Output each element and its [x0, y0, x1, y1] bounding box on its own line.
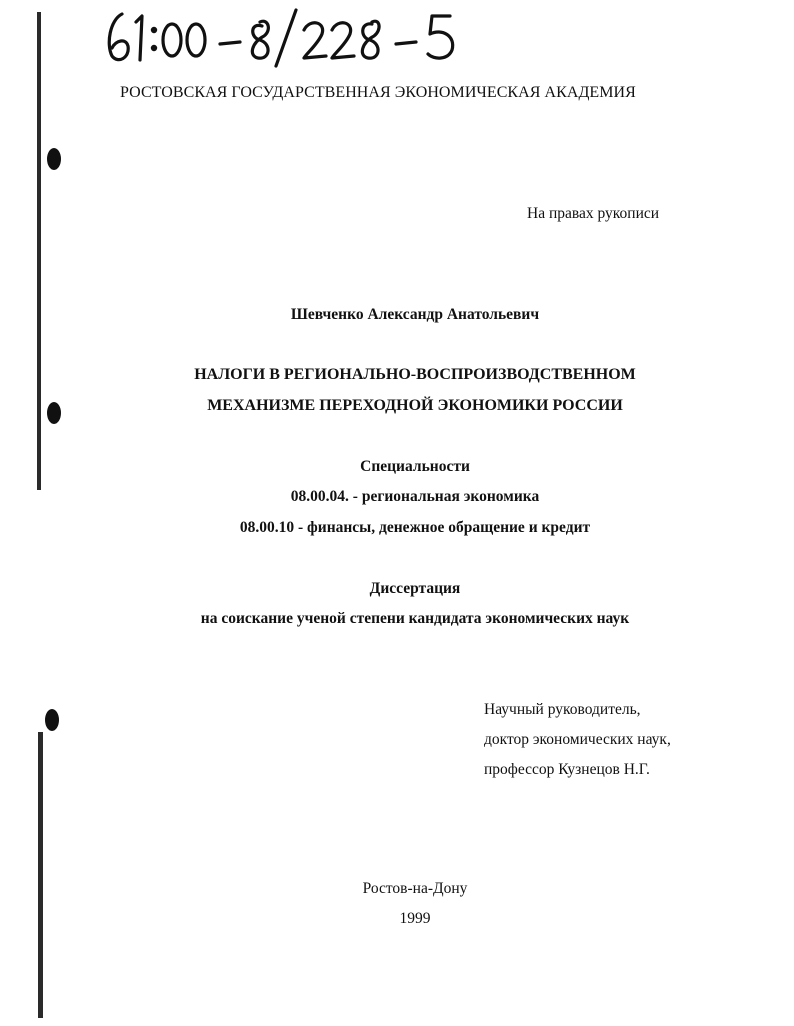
binding-line-lower: [38, 732, 43, 1018]
rights-note: На правах рукописи: [527, 205, 660, 222]
thesis-title-line-1: НАЛОГИ В РЕГИОНАЛЬНО-ВОСПРОИЗВОДСТВЕННОМ: [194, 366, 636, 383]
specialties-heading: Специальности: [360, 458, 470, 475]
dissertation-heading: Диссертация: [369, 580, 461, 597]
advisor-line: Научный руководитель,: [484, 701, 641, 718]
specialty-item: 08.00.10 - финансы, денежное обращение и кредит: [239, 519, 591, 536]
binding-line-upper: [37, 12, 41, 490]
academy-name: РОСТОВСКАЯ ГОСУДАРСТВЕННАЯ ЭКОНОМИЧЕСКАЯ АКАДЕМИЯ: [120, 84, 636, 101]
degree-line: на соискание ученой степени кандидата экономических наук: [200, 610, 630, 627]
handwritten-call-number: [100, 0, 480, 72]
year: 1999: [399, 910, 431, 927]
punch-hole-top: [47, 148, 61, 170]
advisor-line: профессор Кузнецов Н.Г.: [484, 761, 650, 778]
thesis-title-line-2: МЕХАНИЗМЕ ПЕРЕХОДНОЙ ЭКОНОМИКИ РОССИИ: [207, 397, 623, 414]
author-name: Шевченко Александр Анатольевич: [290, 306, 540, 323]
specialty-item: 08.00.04. - региональная экономика: [290, 488, 540, 505]
advisor-line: доктор экономических наук,: [484, 731, 671, 748]
city: Ростов-на-Дону: [362, 880, 468, 897]
punch-hole-bottom: [45, 709, 59, 731]
